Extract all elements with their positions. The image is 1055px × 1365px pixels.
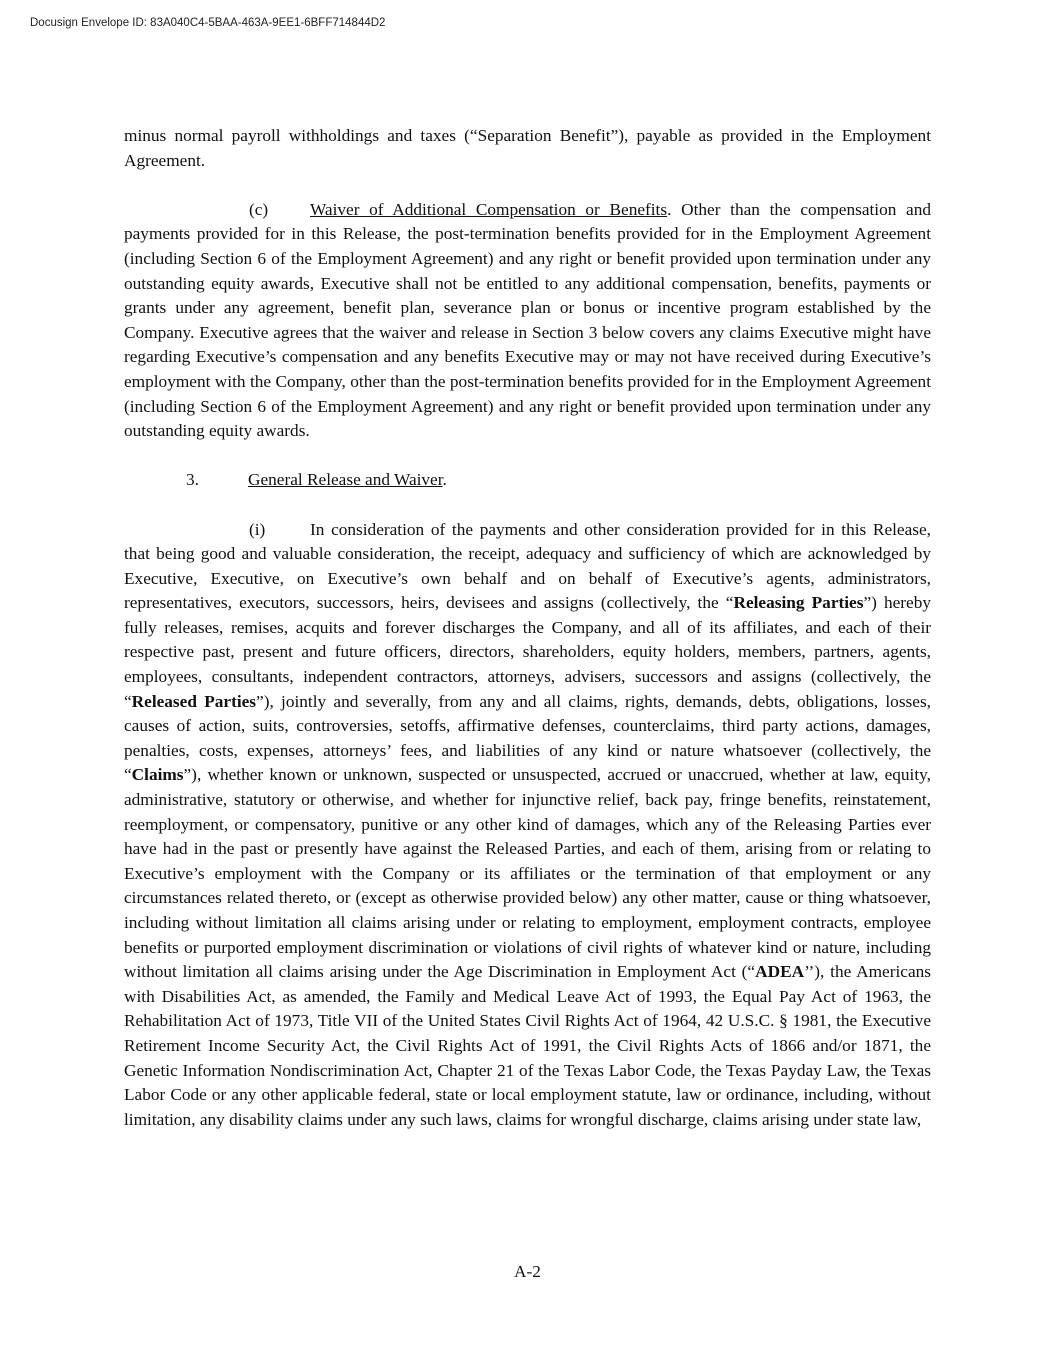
section-i-paragraph bbox=[124, 518, 931, 1133]
section-c-paragraph bbox=[124, 198, 931, 444]
section-3-heading: General Release and Waiver bbox=[248, 470, 443, 490]
section-3-heading-end: . bbox=[442, 470, 447, 490]
section-i-text-4: ”), whether known or unknown, suspected or unsuspected, accrued or unaccrued, whether at law, equity, administrative, statutory or otherwise, and whether for injunctive relief, back pay, fringe benefits, reinstatement, reemployment, or compensatory, punitive or any other kind of damages, which any of the Releasing Parties ever have had in the past or presently have against the Released Parties, and each of them, arising from or relating to Executive’s employment with the Company or its affiliates or the termination of that employment or any circumstances related thereto, or (except as otherwise provided below) any other matter, cause or thing whatsoever, including without limitation all claims arising under or relating to employment, employment contracts, employee benefits or purported employment discrimination or violations of civil rights of whatever kind or nature, including without limitation all claims arising under the Age Discrimination in Employment Act (“ bbox=[124, 765, 931, 982]
section-i-text-5: ’’), the Americans with Disabilities Act, as amended, the Family and Medical Leave Act of 1993, the Equal Pay Act of 1963, the Rehabilitation Act of 1973, Title VII of the United States Civil Rights Act of 1964, 42 U.S.C. § 1981, the Executive Retirement Income Security Act, the Civil Rights Act of 1991, the Civil Rights Acts of 1866 and/or 1871, the Genetic Information Nondiscrimination Act, Chapter 21 of the Texas Labor Code, the Texas Payday Law, the Texas Labor Code or any other applicable federal, state or local employment statute, law or ordinance, including, without limitation, any disability claims under any such laws, claims for wrongful discharge, claims arising under state law, bbox=[124, 962, 931, 1129]
docusign-envelope-id: Docusign Envelope ID: 83A040C4-5BAA-463A-9EE1-6BFF714844D2 bbox=[30, 17, 386, 29]
defined-term-releasing-parties: Releasing Parties bbox=[733, 593, 864, 613]
section-c-heading: Waiver of Additional Compensation or Benefits bbox=[310, 199, 668, 219]
page-number: A-2 bbox=[514, 1262, 541, 1281]
defined-term-adea: ADEA bbox=[755, 962, 805, 982]
section-i-text-2: ”) hereby fully releases, remises, acquits and forever discharges the Company, and all of its affiliates, and each of their respective past, present and future officers, directors, shareholders, equity holders, members, partners, agents, employees, consultants, independent contractors, attorneys, advisers, successors and assigns (collectively, the “ bbox=[124, 593, 932, 711]
section-c-body: Other than the compensation and payments provided for in this Release, the post-termination benefits provided for in the Employment Agreement (including Section 6 of the Employment Agreement) and any right or benefit provided upon termination under any outstanding equity awards, Executive shall not be entitled to any additional compensation, benefits, payments or grants under any agreement, benefit plan, severance plan or bonus or incentive program established by the Company. Executive agrees that the waiver and release in Section 3 below covers any claims Executive might have regarding Executive’s compensation and any benefits Executive may or may not have received during Executive’s employment with the Company, other than the post-termination benefits provided for in the Employment Agreement (including Section 6 of the Employment Agreement) and any right or benefit provided upon termination under any outstanding equity awards. bbox=[124, 199, 932, 441]
document-body bbox=[124, 124, 931, 1132]
section-c-marker: (c) bbox=[249, 199, 269, 219]
section-3-heading-line bbox=[124, 468, 931, 493]
section-3-number: 3. bbox=[186, 470, 199, 490]
defined-term-claims: Claims bbox=[131, 765, 184, 785]
section-i-text-3: ”), jointly and severally, from any and all claims, rights, demands, debts, obligations, losses, causes of action, suits, controversies, setoffs, affirmative defenses, counterclaims, third party actions, damages, penalties, costs, expenses, attorneys’ fees, and liabilities of any kind or nature whatsoever (collectively, the “ bbox=[124, 691, 931, 785]
section-i-marker: (i) bbox=[249, 519, 266, 539]
intro-paragraph: minus normal payroll withholdings and taxes (“Separation Benefit”), payable as provided in the Employment Agreement. bbox=[124, 126, 931, 170]
section-c-heading-end: . bbox=[667, 199, 672, 219]
defined-term-released-parties: Released Parties bbox=[131, 691, 257, 711]
section-i-text-1: In consideration of the payments and other consideration provided for in this Release, that being good and valuable consideration, the receipt, adequacy and sufficiency of which are acknowledged by Executive, Executive, on Executive’s own behalf and on behalf of Executive’s agents, administrators, representatives, executors, successors, heirs, devisees and assigns (collectively, the “ bbox=[124, 519, 931, 613]
